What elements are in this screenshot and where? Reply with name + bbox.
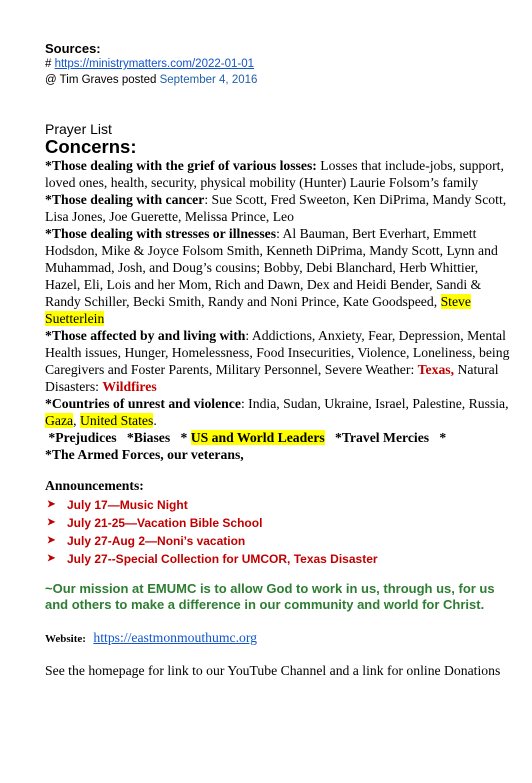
concern-grief-label: *Those dealing with the grief of various losses: — [45, 158, 317, 173]
misc-part1: *Prejudices *Biases * — [45, 430, 191, 445]
concern-grief — [45, 157, 515, 191]
highlight-leaders: US and World Leaders — [190, 430, 325, 445]
highlight-gaza: Gaza — [45, 413, 74, 428]
countries-end: . — [153, 413, 157, 428]
concern-cancer-text: : Sue Scott, Fred Sweeton, Ken DiPrima, Mandy Scott, Lisa Jones, Joe Guerette, Melissa Prince, Leo — [45, 192, 507, 224]
red-texas: Texas, — [417, 362, 455, 377]
concern-cancer — [45, 191, 515, 225]
announcements-list — [45, 496, 515, 568]
concern-grief-text: Losses that include-jobs, support, loved ones, health, security, physical mobility (Hunter) Laurie Folsom’s family — [45, 158, 504, 190]
announcement-text: July 21-25—Vacation Bible School — [67, 516, 263, 530]
concern-affected-text: : Addictions, Anxiety, Fear, Depression, Mental Health issues, Hunger, Homelessness, Food Insecurities, Violence, Loneliness, being Caregivers and Foster Parents, Military Personnel, Severe Weather: — [45, 328, 510, 377]
concern-affected-label: *Those affected by and living with — [45, 328, 246, 343]
announcement-text: July 17—Music Night — [67, 498, 188, 512]
announcements-heading: Announcements: — [45, 478, 144, 493]
source-link-line — [45, 56, 515, 72]
bulletin-page — [45, 41, 515, 679]
source-link-prefix: # — [45, 58, 55, 70]
source-date: September 4, 2016 — [159, 74, 258, 86]
highlighted-name: Steve Suetterlein — [45, 294, 471, 326]
arrow-bullet-icon: ➤ — [47, 517, 56, 528]
mission-statement: ~Our mission at EMUMC is to allow God to work in us, through us, for us and others to make a difference in our community and world for Christ. — [45, 581, 495, 612]
announcement-item — [45, 532, 515, 550]
source-link[interactable]: https://ministrymatters.com/2022-01-01 — [54, 58, 255, 70]
arrow-bullet-icon: ➤ — [47, 499, 56, 510]
announcement-item — [45, 496, 515, 514]
concern-stress-label: *Those dealing with stresses or illnesses — [45, 226, 277, 241]
homepage-note: See the homepage for link to our YouTube Channel and a link for online Donations — [45, 663, 501, 678]
prayer-list-title: Prayer List — [45, 121, 112, 137]
arrow-bullet-icon: ➤ — [47, 535, 56, 546]
concern-stress-text: : Al Bauman, Bert Everhart, Emmett Hodsdon, Mike & Joyce Folsom Smith, Kenneth DiPrima, Mandy Scott, Lynn and Muhammad, Josh, and Doug’s cousins; Bobby, Debi Blanchard, Herb Whittier, Hazel, Eli, Lois and her Mom, Rich and Dawn, Dex and Heidi Bender, Sandi & Randy Schiller, Becki Smith, Randy and Noni Prince, Kate Goodspeed, — [45, 226, 498, 309]
concern-countries-label: *Countries of unrest and violence — [45, 396, 241, 411]
countries-sep: , — [73, 413, 80, 428]
concern-cancer-label: *Those dealing with cancer — [45, 192, 205, 207]
sources-section — [45, 41, 515, 88]
concern-misc-line — [45, 429, 515, 446]
concern-countries — [45, 395, 515, 429]
arrow-bullet-icon: ➤ — [47, 553, 56, 564]
concern-stress — [45, 225, 515, 327]
sources-heading: Sources: — [45, 41, 101, 56]
announcement-text: July 27-Aug 2—Noni’s vacation — [67, 534, 246, 548]
source-author-line — [45, 72, 515, 88]
highlight-united-states: United States — [79, 413, 154, 428]
source-author: @ Tim Graves posted — [45, 74, 160, 86]
website-link[interactable]: https://eastmonmouthumc.org — [93, 630, 257, 645]
website-label: Website: — [45, 633, 86, 645]
misc-part2: *Travel Mercies * — [324, 430, 447, 445]
concerns-title: Concerns: — [45, 136, 137, 157]
announcement-item — [45, 550, 515, 568]
website-line — [45, 629, 515, 648]
concern-affected — [45, 327, 515, 395]
announcement-text: July 27--Special Collection for UMCOR, Texas Disaster — [67, 552, 378, 566]
concern-armed-forces: *The Armed Forces, our veterans, — [45, 447, 244, 462]
red-wildfires: Wildfires — [102, 379, 157, 394]
announcement-item — [45, 514, 515, 532]
concern-countries-text: : India, Sudan, Ukraine, Israel, Palestine, Russia, — [240, 396, 509, 411]
concern-affected-text2: Natural Disasters: — [45, 362, 499, 394]
